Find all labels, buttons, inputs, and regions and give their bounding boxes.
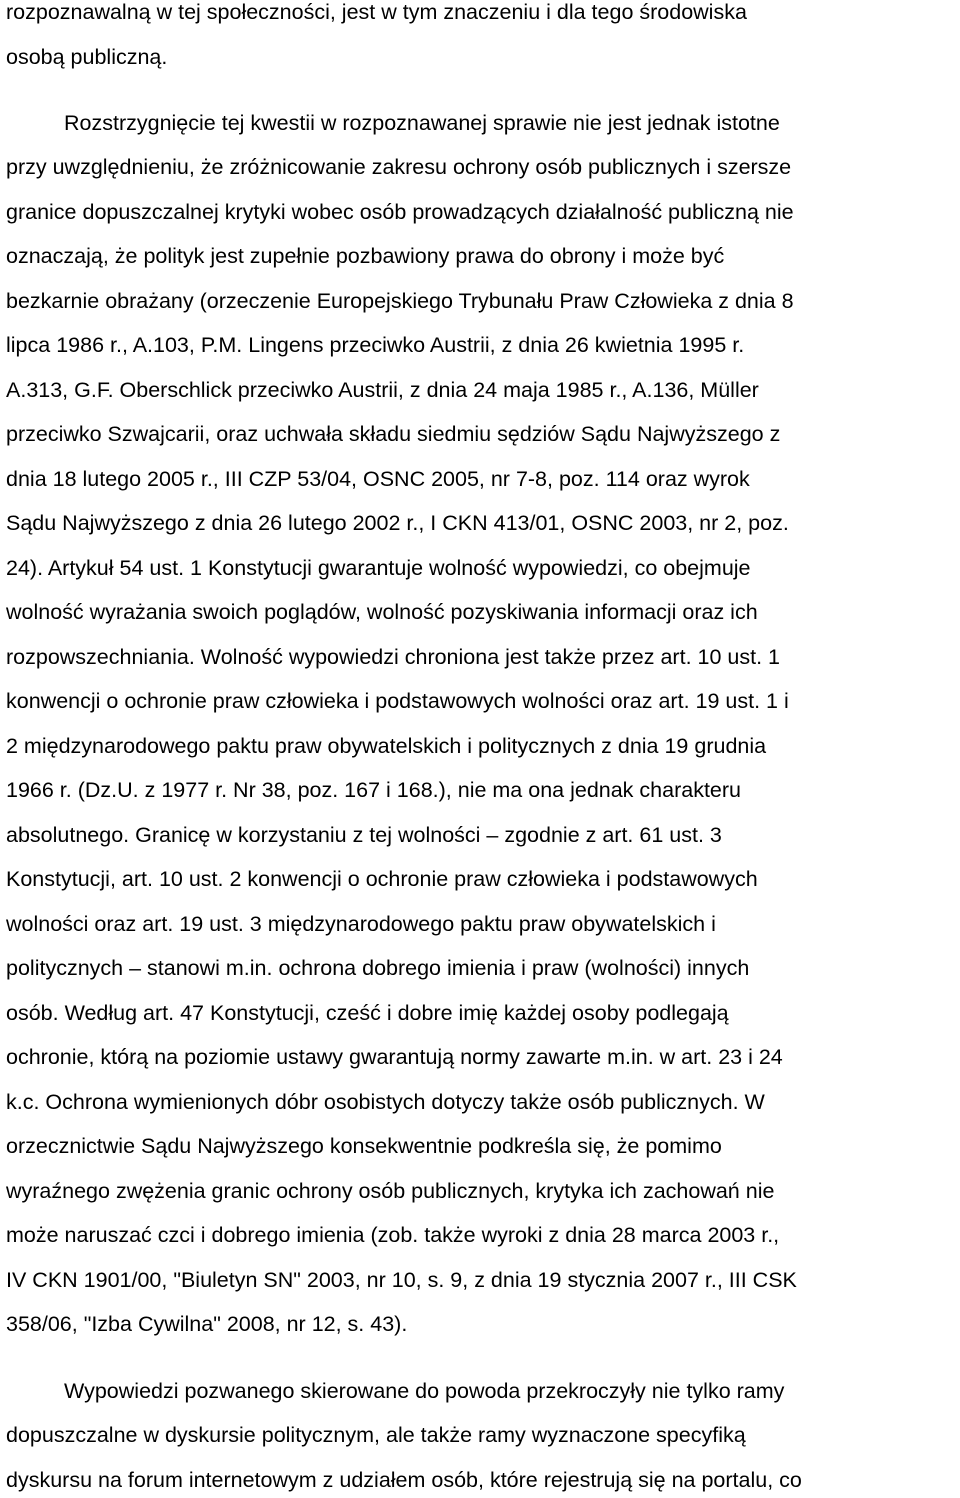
- text-line: 2 międzynarodowego paktu praw obywatelskich i politycznych z dnia 19 grudnia: [6, 734, 767, 758]
- text-line: Rozstrzygnięcie tej kwestii w rozpoznawanej sprawie nie jest jednak istotne: [64, 111, 780, 135]
- text-line: konwencji o ochronie praw człowieka i podstawowych wolności oraz art. 19 ust. 1 i: [6, 689, 789, 713]
- text-line: rozpowszechniania. Wolność wypowiedzi chroniona jest także przez art. 10 ust. 1: [6, 645, 780, 669]
- text-line: A.313, G.F. Oberschlick przeciwko Austrii, z dnia 24 maja 1985 r., A.136, Müller: [6, 378, 759, 402]
- text-line: przy uwzględnieniu, że zróżnicowanie zakresu ochrony osób publicznych i szersze: [6, 155, 792, 179]
- text-line: IV CKN 1901/00, "Biuletyn SN" 2003, nr 10, s. 9, z dnia 19 stycznia 2007 r., III CSK: [6, 1268, 797, 1292]
- text-line: przeciwko Szwajcarii, oraz uchwała składu siedmiu sędziów Sądu Najwyższego z: [6, 422, 781, 446]
- text-line: Konstytucji, art. 10 ust. 2 konwencji o ochronie praw człowieka i podstawowych: [6, 867, 758, 891]
- text-line: politycznych – stanowi m.in. ochrona dobrego imienia i praw (wolności) innych: [6, 956, 750, 980]
- text-line: dnia 18 lutego 2005 r., III CZP 53/04, OSNC 2005, nr 7-8, poz. 114 oraz wyrok: [6, 467, 750, 491]
- text-line: dyskursu na forum internetowym z udziałem osób, które rejestrują się na portalu, co: [6, 1468, 802, 1492]
- text-line: absolutnego. Granicę w korzystaniu z tej wolności – zgodnie z art. 61 ust. 3: [6, 823, 722, 847]
- text-line: 358/06, "Izba Cywilna" 2008, nr 12, s. 43).: [6, 1312, 408, 1336]
- text-line: oznaczają, że polityk jest zupełnie pozbawiony prawa do obrony i może być: [6, 244, 725, 268]
- text-line: rozpoznawalną w tej społeczności, jest w tym znaczeniu i dla tego środowiska: [6, 0, 747, 24]
- text-line: bezkarnie obrażany (orzeczenie Europejskiego Trybunału Praw Człowieka z dnia 8: [6, 289, 794, 313]
- text-line: wolność wyrażania swoich poglądów, wolność pozyskiwania informacji oraz ich: [6, 600, 758, 624]
- text-line: dopuszczalne w dyskursie politycznym, ale także ramy wyznaczone specyfiką: [6, 1423, 746, 1447]
- text-line: granice dopuszczalnej krytyki wobec osób prowadzących działalność publiczną nie: [6, 200, 794, 224]
- text-line: lipca 1986 r., A.103, P.M. Lingens przeciwko Austrii, z dnia 26 kwietnia 1995 r.: [6, 333, 745, 357]
- text-line: 24). Artykuł 54 ust. 1 Konstytucji gwarantuje wolność wypowiedzi, co obejmuje: [6, 556, 751, 580]
- text-line: może naruszać czci i dobrego imienia (zob. także wyroki z dnia 28 marca 2003 r.,: [6, 1223, 780, 1247]
- text-line: Sądu Najwyższego z dnia 26 lutego 2002 r., I CKN 413/01, OSNC 2003, nr 2, poz.: [6, 511, 789, 535]
- text-line: osobą publiczną.: [6, 45, 168, 69]
- text-line: osób. Według art. 47 Konstytucji, cześć i dobre imię każdej osoby podlegają: [6, 1001, 729, 1025]
- text-line: k.c. Ochrona wymienionych dóbr osobistych dotyczy także osób publicznych. W: [6, 1090, 765, 1114]
- text-line: ochronie, którą na poziomie ustawy gwarantują normy zawarte m.in. w art. 23 i 24: [6, 1045, 783, 1069]
- text-line: Wypowiedzi pozwanego skierowane do powoda przekroczyły nie tylko ramy: [64, 1379, 785, 1403]
- text-line: 1966 r. (Dz.U. z 1977 r. Nr 38, poz. 167 i 168.), nie ma ona jednak charakteru: [6, 778, 741, 802]
- text-line: wolności oraz art. 19 ust. 3 międzynarodowego paktu praw obywatelskich i: [6, 912, 716, 936]
- text-line: wyraźnego zwężenia granic ochrony osób publicznych, krytyka ich zachowań nie: [6, 1179, 775, 1203]
- text-line: orzecznictwie Sądu Najwyższego konsekwentnie podkreśla się, że pomimo: [6, 1134, 722, 1158]
